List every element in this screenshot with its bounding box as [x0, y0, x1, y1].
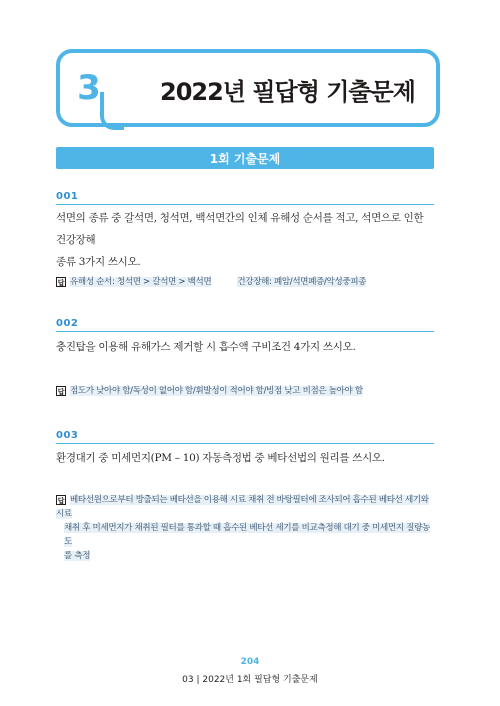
answer-block — [56, 493, 436, 563]
answer-badge: 답 — [57, 496, 65, 505]
question-number: 002 — [56, 318, 79, 329]
question-text-line: 석면의 종류 중 갈석면, 청석면, 백석면간의 인체 유해성 순서를 적고, 석면으로 인한 건강장해 — [56, 212, 424, 246]
answer-text: 점도가 낮아야 함/독성이 없어야 함/휘발성이 적어야 함/빙점 낮고 비점은 높아야 함 — [70, 386, 363, 396]
question-divider — [56, 204, 434, 205]
answer-text: 베타선원으로부터 방출되는 베타선을 이용해 시료 채취 전 바탕필터에 조사되어 흡수된 베타선 세기와 시료 — [56, 495, 429, 519]
question-text-line: 충진탑을 이용해 유해가스 제거할 시 흡수액 구비조건 4가지 쓰시오. — [56, 341, 356, 353]
question-text-line: 환경대기 중 미세먼지(PM – 10) 자동측정법 중 베타선법의 원리를 쓰시오. — [56, 452, 385, 464]
question-divider — [56, 443, 434, 444]
section-title-bar — [56, 147, 434, 169]
question-number: 003 — [56, 430, 79, 441]
answer-badge: 답 — [57, 278, 65, 287]
answer-badge: 답 — [57, 387, 65, 396]
answer-text: 채취 후 미세먼지가 채취된 필터를 통과할 때 흡수된 베타선 세기를 비교측정해 대기 중 미세먼지 질량농도 — [64, 523, 430, 547]
chapter-frame-notch — [100, 92, 124, 130]
answer-block — [56, 275, 436, 289]
question-text-line: 종류 3가지 쓰시오. — [56, 256, 141, 268]
answer-text: 건강장해: 폐암/석면폐증/악성중피종 — [237, 277, 367, 287]
section-title: 1회 기출문제 — [209, 151, 281, 166]
question-text — [56, 207, 436, 273]
answer-block — [56, 384, 436, 398]
question-text — [56, 447, 436, 469]
question-text — [56, 336, 436, 358]
chapter-title: 2022년 필답형 기출문제 — [160, 78, 415, 106]
running-footer: 03 | 2022년 1회 필답형 기출문제 — [182, 675, 318, 685]
question-divider — [56, 331, 434, 332]
question-number: 001 — [56, 191, 79, 202]
chapter-number: 3 — [62, 56, 116, 120]
answer-text: 를 측정 — [64, 551, 91, 561]
page-number: 204 — [240, 657, 260, 667]
answer-text: 유해성 순서: 청석면 > 갈석면 > 백석면 — [70, 277, 212, 287]
